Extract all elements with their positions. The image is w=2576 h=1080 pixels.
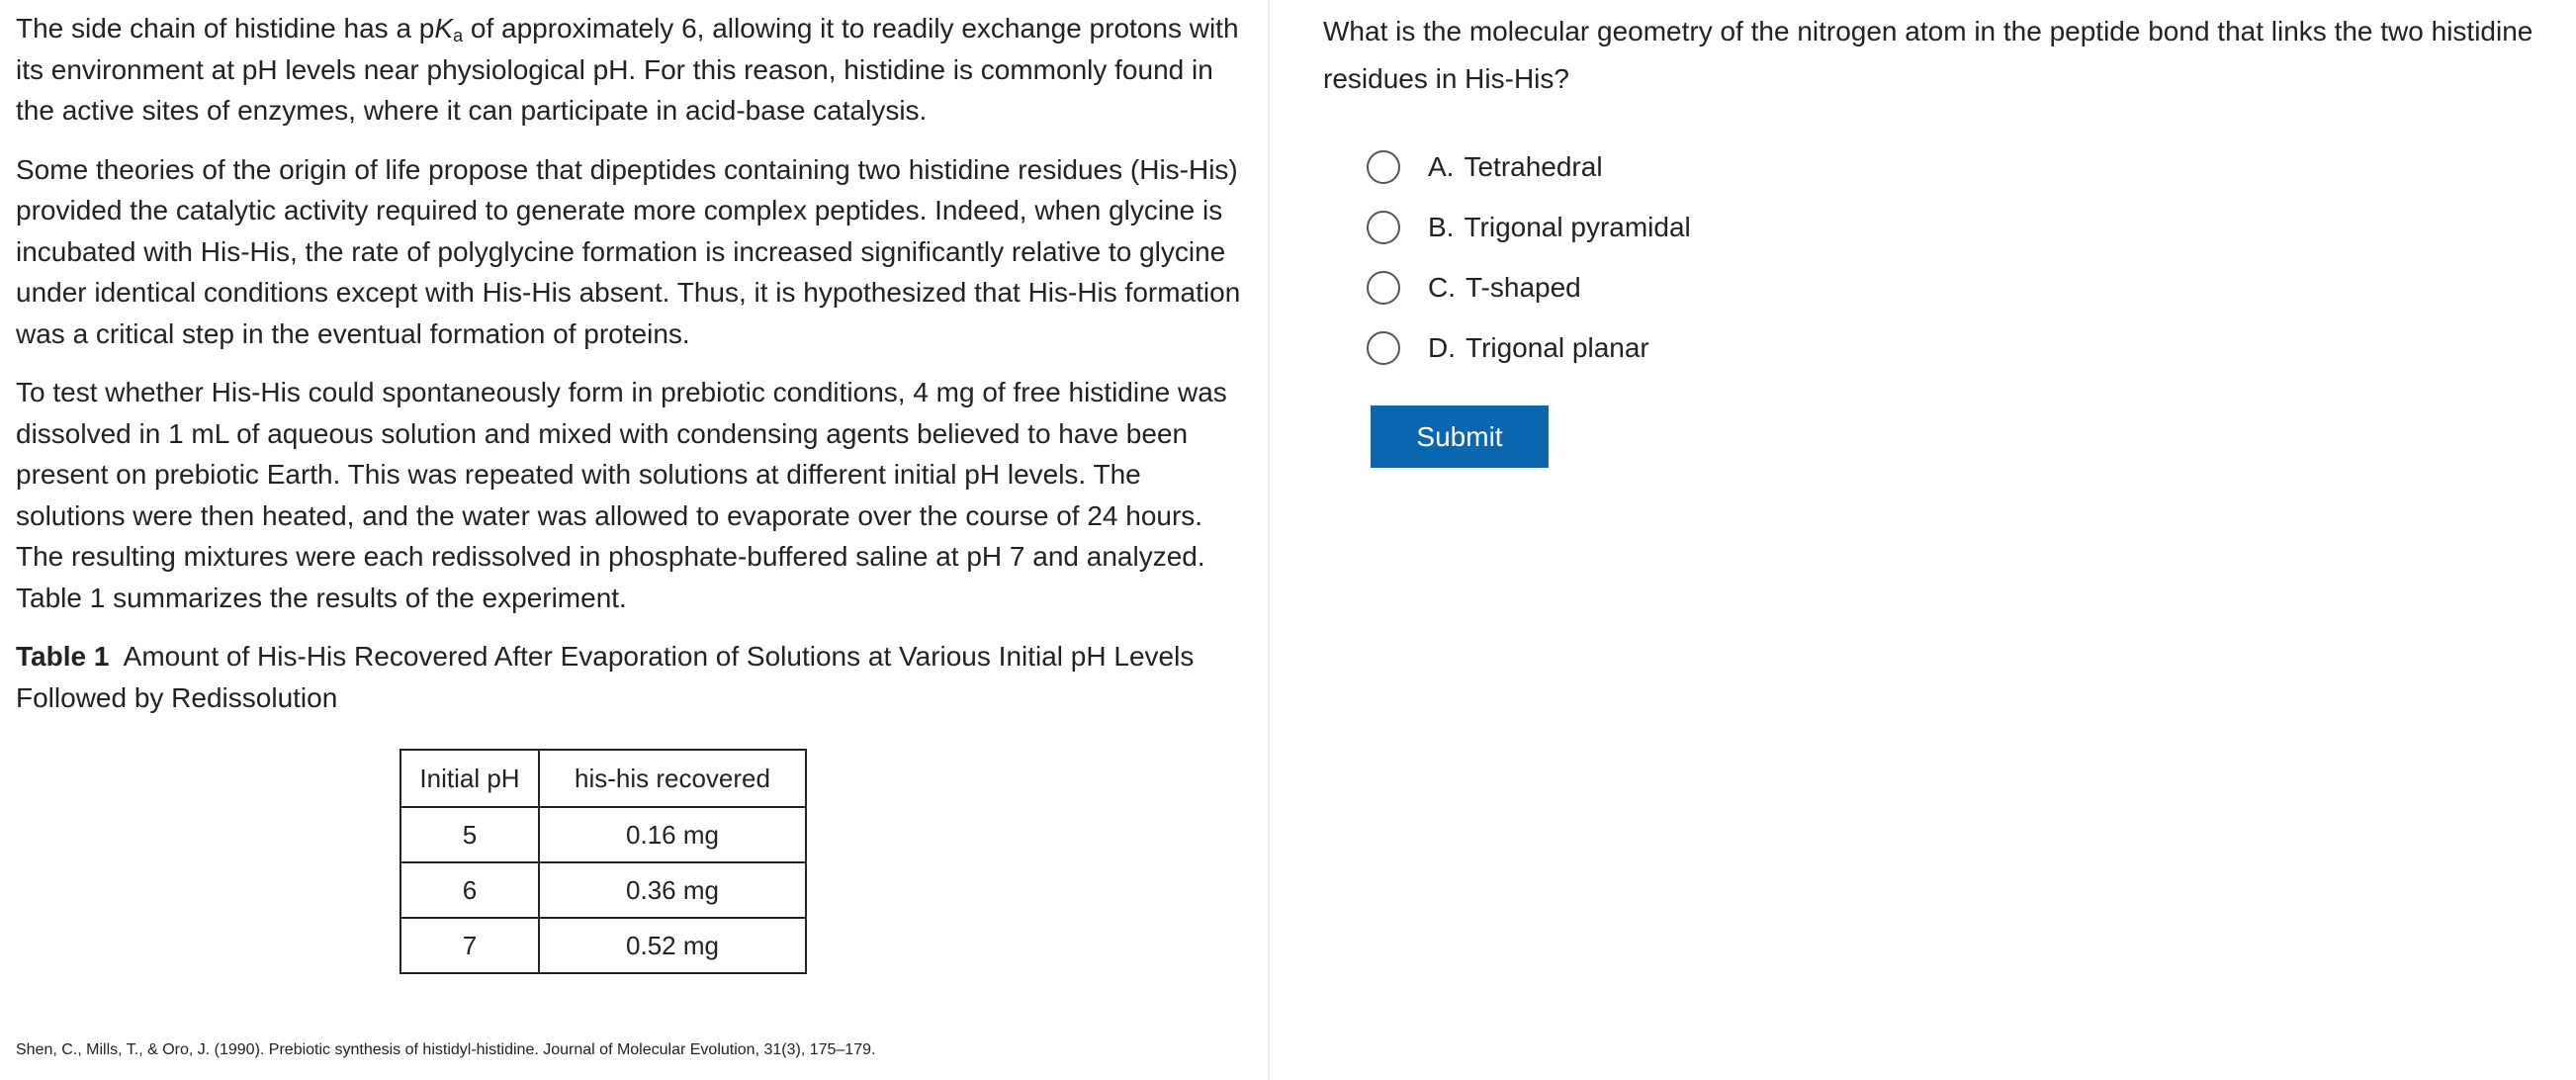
- option-label: Trigonal pyramidal: [1464, 211, 1691, 242]
- table-row: [400, 862, 806, 918]
- submit-button[interactable]: Submit: [1371, 405, 1549, 468]
- passage-text: The side chain of histidine has a p: [16, 13, 435, 44]
- radio-button-icon[interactable]: [1367, 331, 1400, 365]
- citation: Shen, C., Mills, T., & Oro, J. (1990). Prebiotic synthesis of histidyl-histidine. Journal of Molecular Evolution, 31(3), 175–179.: [16, 1041, 876, 1058]
- passage-paragraph-2: Some theories of the origin of life propose that dipeptides containing two histidine residues (His-His) provided the catalytic activity required to generate more complex peptides. Indeed, when glycine is incubated with His-His, the rate of polyglycine formation is increased significantly relative to glycine under identical conditions except with His-His absent. Thus, it is hypothesized that His-His formation was a critical step in the eventual formation of proteins.: [16, 153, 1241, 349]
- option-d[interactable]: [1367, 317, 1691, 378]
- radio-button-icon[interactable]: [1367, 271, 1400, 305]
- table-caption-text: Amount of His-His Recovered After Evaporation of Solutions at Various Initial pH Levels Followed by Redissolution: [16, 641, 1195, 713]
- option-letter: A.: [1428, 150, 1455, 182]
- panel-divider: [1268, 0, 1270, 1080]
- table-row: [400, 807, 806, 862]
- pka-symbol: K: [434, 13, 454, 44]
- option-letter: D.: [1428, 331, 1456, 363]
- table-cell: 7: [400, 918, 539, 973]
- table-cell: 0.16 mg: [539, 807, 806, 862]
- passage-paragraph-1: [16, 8, 1242, 132]
- table-header-cell: Initial pH: [400, 750, 539, 807]
- table-header-cell: his-his recovered: [539, 750, 806, 807]
- radio-button-icon[interactable]: [1367, 150, 1400, 184]
- passage: [16, 8, 1242, 736]
- table-cell: 5: [400, 807, 539, 862]
- table-header-row: [400, 750, 806, 807]
- table-cell: 0.52 mg: [539, 918, 806, 973]
- option-letter: C.: [1428, 271, 1456, 303]
- table-label: Table 1: [16, 641, 110, 672]
- option-c[interactable]: [1367, 257, 1691, 317]
- results-table: [400, 749, 807, 974]
- option-label: Trigonal planar: [1466, 331, 1649, 363]
- radio-button-icon[interactable]: [1367, 211, 1400, 244]
- option-b[interactable]: [1367, 197, 1691, 257]
- option-letter: B.: [1428, 211, 1455, 242]
- passage-text: of approximately 6, allowing it to readily exchange protons with its environment at pH levels near physiological pH. For this reason, histidine is commonly found in the active sites of enzymes, where it can participate in acid-base catalysis.: [16, 13, 1239, 126]
- table-cell: 6: [400, 862, 539, 918]
- option-a[interactable]: [1367, 136, 1691, 197]
- option-label: Tetrahedral: [1464, 150, 1603, 182]
- table-row: [400, 918, 806, 973]
- option-label: T-shaped: [1466, 271, 1581, 303]
- table-caption: [16, 636, 1242, 718]
- passage-paragraph-3: To test whether His-His could spontaneously form in prebiotic conditions, 4 mg of free histidine was dissolved in 1 mL of aqueous solution and mixed with condensing agents believed to have been present on prebiotic Earth. This was repeated with solutions at different initial pH levels. The solutions were then heated, and the water was allowed to evaporate over the course of 24 hours. The resulting mixtures were each redissolved in phosphate-buffered saline at pH 7 and analyzed. Table 1 summarizes the results of the experiment.: [16, 377, 1227, 613]
- answer-options: [1367, 136, 1691, 378]
- pka-subscript: a: [453, 26, 464, 45]
- question-stem: What is the molecular geometry of the nitrogen atom in the peptide bond that links the two histidine residues in His-His?: [1323, 16, 2533, 94]
- table-cell: 0.36 mg: [539, 862, 806, 918]
